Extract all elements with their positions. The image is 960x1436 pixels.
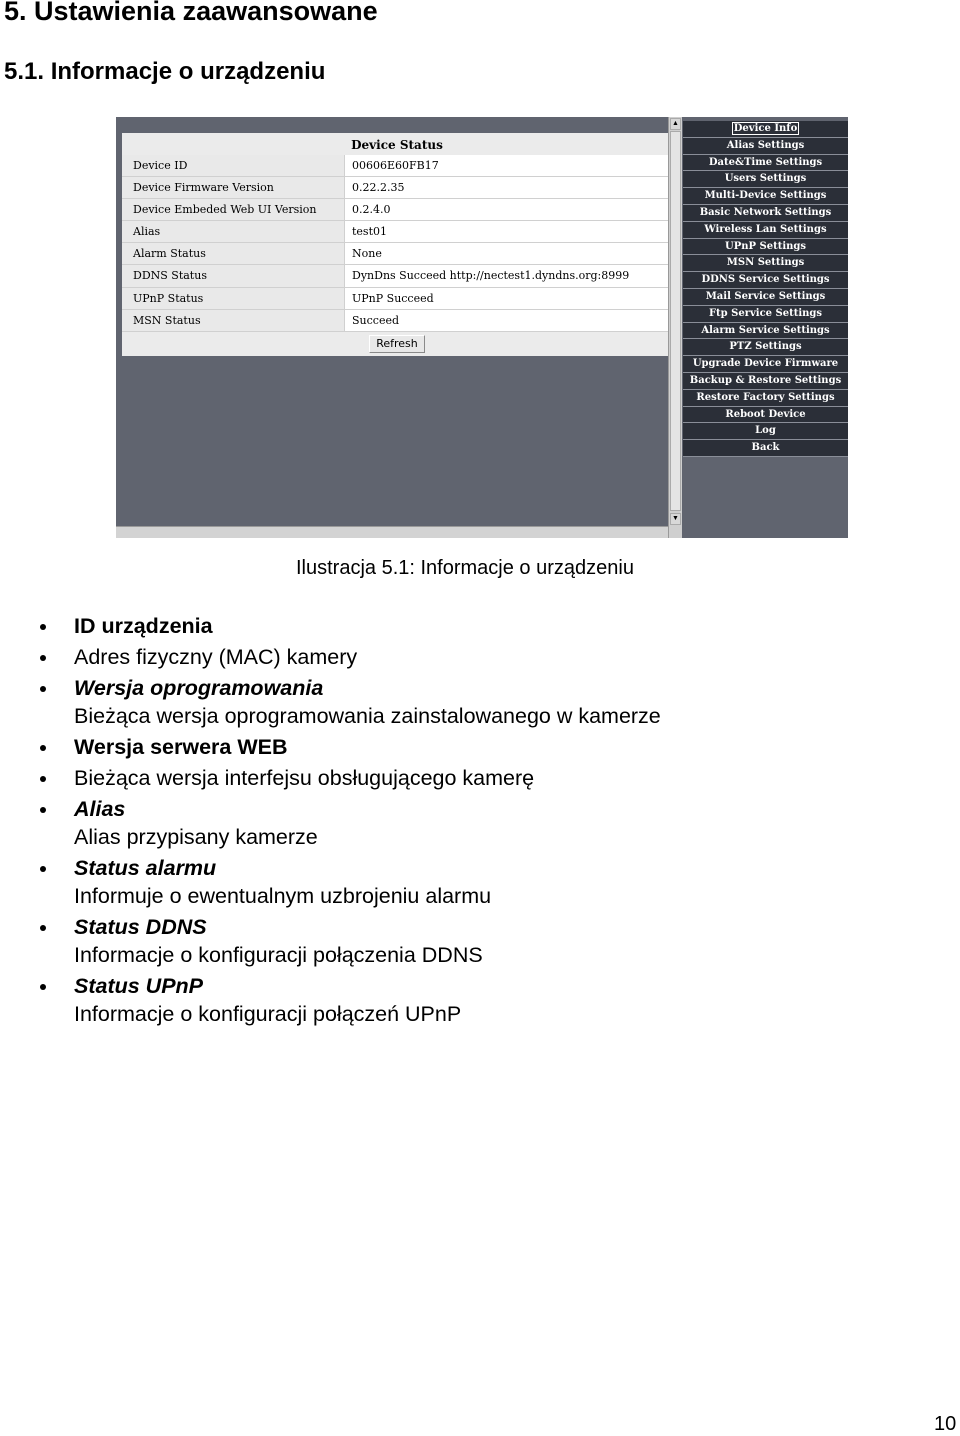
status-row-device-id (122, 155, 672, 177)
list-item-title: Alias (74, 797, 126, 821)
menu-item-users-settings[interactable]: Users Settings (683, 171, 848, 188)
scroll-down-icon[interactable]: ▼ (670, 513, 681, 525)
status-value: 0.22.2.35 (345, 177, 672, 198)
status-label: Device Firmware Version (122, 177, 345, 198)
list-item (0, 674, 661, 730)
menu-item-log[interactable]: Log (683, 423, 848, 440)
menu-item-ddns-settings[interactable]: DDNS Service Settings (683, 272, 848, 289)
figure-caption: Ilustracja 5.1: Informacje o urządzeniu (296, 557, 634, 579)
menu-item-upgrade-firmware[interactable]: Upgrade Device Firmware (683, 356, 848, 373)
status-label: Alarm Status (122, 243, 345, 264)
scrollbar-thumb[interactable] (670, 131, 681, 511)
menu-item-basic-network-settings[interactable]: Basic Network Settings (683, 205, 848, 222)
list-item-description: Bieżąca wersja oprogramowania zainstalowanego w kamerze (74, 704, 661, 728)
menu-item-restore-factory[interactable]: Restore Factory Settings (683, 390, 848, 407)
status-value: Succeed (345, 310, 672, 331)
menu-item-upnp-settings[interactable]: UPnP Settings (683, 239, 848, 256)
refresh-row (122, 332, 672, 356)
menu-item-datetime-settings[interactable]: Date&Time Settings (683, 155, 848, 172)
vertical-scrollbar[interactable] (668, 117, 682, 538)
list-item (0, 854, 661, 910)
status-label: MSN Status (122, 310, 345, 331)
menu-item-msn-settings[interactable]: MSN Settings (683, 255, 848, 272)
status-value: test01 (345, 221, 672, 242)
refresh-button[interactable]: Refresh (369, 335, 425, 353)
status-label: DDNS Status (122, 265, 345, 286)
section-heading: 5.1. Informacje o urządzeniu (4, 58, 326, 85)
list-item-title: Bieżąca wersja interfejsu obsługującego kamerę (74, 766, 535, 790)
list-item (0, 972, 661, 1028)
scroll-up-icon[interactable]: ▲ (670, 118, 681, 130)
status-row-upnp (122, 288, 672, 310)
page-heading: 5. Ustawienia zaawansowane (4, 0, 378, 26)
status-label: Device Embeded Web UI Version (122, 199, 345, 220)
status-row-web-ui (122, 199, 672, 221)
status-row-ddns (122, 265, 672, 287)
device-status-panel (122, 133, 672, 356)
status-row-alarm (122, 243, 672, 265)
list-item (0, 612, 661, 640)
device-status-title: Device Status (122, 133, 672, 155)
status-row-firmware (122, 177, 672, 199)
list-item (0, 795, 661, 851)
menu-item-back[interactable]: Back (683, 440, 848, 457)
menu-item-reboot-device[interactable]: Reboot Device (683, 407, 848, 424)
feature-list (0, 612, 661, 1031)
list-item-title: ID urządzenia (74, 614, 213, 638)
list-item-description: Informacje o konfiguracji połączenia DDNS (74, 943, 483, 967)
status-label: Device ID (122, 155, 345, 176)
status-row-msn (122, 310, 672, 332)
settings-menu (683, 121, 848, 457)
status-value: UPnP Succeed (345, 288, 672, 309)
list-item-title: Status alarmu (74, 856, 217, 880)
status-value: 00606E60FB17 (345, 155, 672, 176)
list-item-title: Wersja oprogramowania (74, 676, 324, 700)
list-item-title: Status UPnP (74, 974, 204, 998)
list-item (0, 913, 661, 969)
horizontal-scrollbar[interactable] (116, 526, 668, 538)
menu-item-alarm-settings[interactable]: Alarm Service Settings (683, 323, 848, 340)
list-item-description: Alias przypisany kamerze (74, 825, 318, 849)
status-value: None (345, 243, 672, 264)
menu-item-alias-settings[interactable]: Alias Settings (683, 138, 848, 155)
menu-item-ftp-settings[interactable]: Ftp Service Settings (683, 306, 848, 323)
list-item (0, 733, 661, 761)
list-item-title: Status DDNS (74, 915, 207, 939)
page-number: 10 (934, 1413, 957, 1435)
list-item-description: Informacje o konfiguracji połączeń UPnP (74, 1002, 462, 1026)
list-item-title: Wersja serwera WEB (74, 735, 288, 759)
status-value: 0.2.4.0 (345, 199, 672, 220)
list-item (0, 643, 661, 671)
list-item-description: Informuje o ewentualnym uzbrojeniu alarmu (74, 884, 492, 908)
menu-item-device-info[interactable] (683, 121, 848, 138)
menu-item-ptz-settings[interactable]: PTZ Settings (683, 339, 848, 356)
list-item (0, 764, 661, 792)
status-row-alias (122, 221, 672, 243)
menu-item-multi-device-settings[interactable]: Multi-Device Settings (683, 188, 848, 205)
menu-item-mail-settings[interactable]: Mail Service Settings (683, 289, 848, 306)
menu-item-backup-restore[interactable]: Backup & Restore Settings (683, 373, 848, 390)
menu-item-wireless-lan-settings[interactable]: Wireless Lan Settings (683, 222, 848, 239)
status-label: UPnP Status (122, 288, 345, 309)
list-item-title: Adres fizyczny (MAC) kamery (74, 645, 358, 669)
status-value: DynDns Succeed http://nectest1.dyndns.org:8999 (345, 265, 672, 286)
device-info-screenshot (116, 117, 848, 538)
status-label: Alias (122, 221, 345, 242)
menu-item-label: Device Info (733, 123, 798, 134)
